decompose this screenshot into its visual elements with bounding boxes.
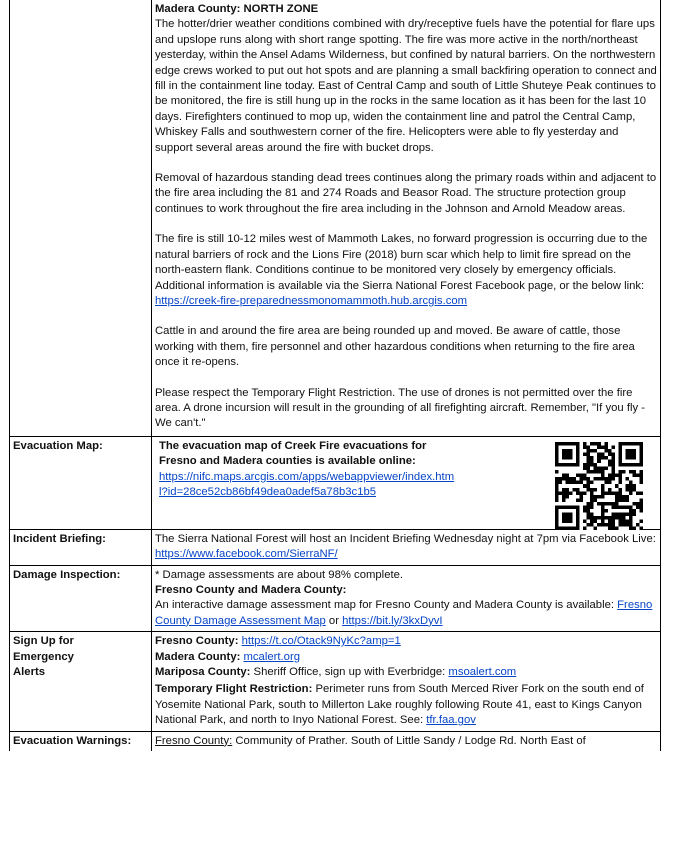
tfr-label: Temporary Flight Restriction: [155, 683, 316, 696]
mariposa-alert-link[interactable]: msoalert.com [448, 666, 517, 678]
evacuation-warnings-label: Evacuation Warnings: [10, 731, 152, 751]
damage-assessment-map-link[interactable]: Fresno County Damage Assessment Map [155, 599, 653, 627]
evacuation-map-link[interactable]: https://nifc.maps.arcgis.com/apps/webappviewer/index.html?id=28ce52cb86bf49dea0adef5a78b3c1b5 [159, 470, 455, 498]
evacuation-map-content [152, 436, 661, 529]
evacuation-warnings-content [152, 731, 661, 751]
madera-alert-link[interactable]: mcalert.org [243, 650, 301, 663]
north-zone-paragraph-5: Please respect the Temporary Flight Restriction. The use of drones is not permitted over the fire area. A drone incursion will result in the grounding of all firefighting aircraft. Remember, "If you fly - We can't." [155, 386, 646, 430]
evacuation-warnings-text: Community of Prather. South of Little Sandy / Lodge Rd. North East of [232, 734, 586, 747]
incident-briefing-text: The Sierra National Forest will host an Incident Briefing Wednesday night at 7pm via Facebook Live: [155, 532, 656, 545]
emergency-alerts-label: Sign Up for Emergency Alerts [10, 632, 152, 731]
damage-inspection-label: Damage Inspection: [10, 565, 152, 632]
evacuation-map-description: The evacuation map of Creek Fire evacuations for Fresno and Madera counties is available online: [159, 439, 427, 468]
damage-inspection-content [152, 565, 661, 632]
damage-or-text: or [325, 614, 343, 627]
evacuation-map-label: Evacuation Map: [10, 436, 152, 529]
evacuation-map-row [10, 436, 661, 529]
fresno-alert-label: Fresno County: [155, 635, 242, 648]
damage-inspection-heading: Fresno County and Madera County: [155, 583, 347, 596]
north-zone-row [10, 0, 661, 436]
incident-update-table [9, 0, 661, 751]
incident-briefing-content [152, 529, 661, 565]
north-zone-content [152, 0, 661, 436]
mariposa-alert-text: Sheriff Office, sign up with Everbridge: [253, 666, 449, 678]
north-zone-paragraph-4: Cattle in and around the fire area are being rounded up and moved. Be aware of cattle, those working with them, fire personnel and other hazardous conditions when returning to the fire area once it re-opens. [155, 325, 635, 369]
paragraph-3-text: The fire is still 10-12 miles west of Mammoth Lakes, no forward progression is occurring due to the natural barriers of rock and the Lions Fire (2018) burn scar which help to limit fire spread on the north-eastern flank. Conditions continue to be monitored very closely by emergency officials. Additional information is available via the Sierra National Forest Facebook page, or the below link: [155, 233, 648, 292]
fresno-alert-link[interactable]: https://t.co/Otack9NyKc?amp=1 [241, 635, 401, 648]
tfr-link[interactable]: tfr.faa.gov [426, 714, 476, 727]
incident-briefing-label: Incident Briefing: [10, 529, 152, 565]
incident-briefing-row [10, 529, 661, 565]
mariposa-alert-label: Mariposa County: [155, 666, 254, 678]
qr-code-icon [555, 442, 643, 530]
bitly-damage-link[interactable]: https://bit.ly/3kxDyvI [342, 614, 443, 627]
emergency-alerts-content [152, 632, 661, 731]
row-label-empty [10, 0, 152, 436]
north-zone-heading: Madera County: NORTH ZONE [155, 3, 319, 15]
emergency-alerts-row [10, 632, 661, 731]
sierra-nf-facebook-link[interactable]: https://www.facebook.com/SierraNF/ [155, 548, 338, 561]
madera-alert-label: Madera County: [155, 650, 244, 663]
tfr-text: Perimeter runs from South Merced River Fork on the south end of Yosemite National Park, south to Millerton Lake roughly following Route 41, east to Kings Canyon National Park, and north to Inyo National Forest. See: [155, 683, 644, 727]
damage-inspection-row [10, 565, 661, 632]
fresno-warning-label: Fresno County: [155, 734, 233, 747]
north-zone-paragraph-1: The hotter/drier weather conditions combined with dry/receptive fuels have the potential for flare ups and upslope runs along with short range spotting. The fire was more active in the north/northeast yesterday, within the Ansel Adams Wilderness, but confined by natural barriers. On the northwestern edge crews worked to put out hot spots and are planning a small backfiring operation to connect and fill in the containment line today. East of Central Camp and south of Little Shuteye Peak continues to be monitored, the fire is still hung up in the rocks in the same location as it has been for the last 10 days. Firefighters continued to mop up, widen the containment line and patrol the Central Camp, Whiskey Falls and southwestern corner of the fire. Helicopters were able to fly yesterday and support several areas around the fire with bucket drops. [155, 18, 657, 154]
damage-assessment-progress: * Damage assessments are about 98% complete. [155, 568, 404, 581]
north-zone-paragraph-2: Removal of hazardous standing dead trees continues along the primary roads within and adjacent to the fire area including the 81 and 274 Roads and Beasor Road. The structure protection group continues to work throughout the fire area including in the Johnson and Arnold Meadow areas. [155, 172, 657, 215]
damage-inspection-text: An interactive damage assessment map for Fresno County and Madera County is available: [155, 599, 618, 612]
preparedness-hub-link[interactable]: https://creek-fire-preparednessmonomammoth.hub.arcgis.com [155, 294, 468, 307]
north-zone-paragraph-3 [155, 232, 657, 309]
evacuation-warnings-row [10, 731, 661, 751]
